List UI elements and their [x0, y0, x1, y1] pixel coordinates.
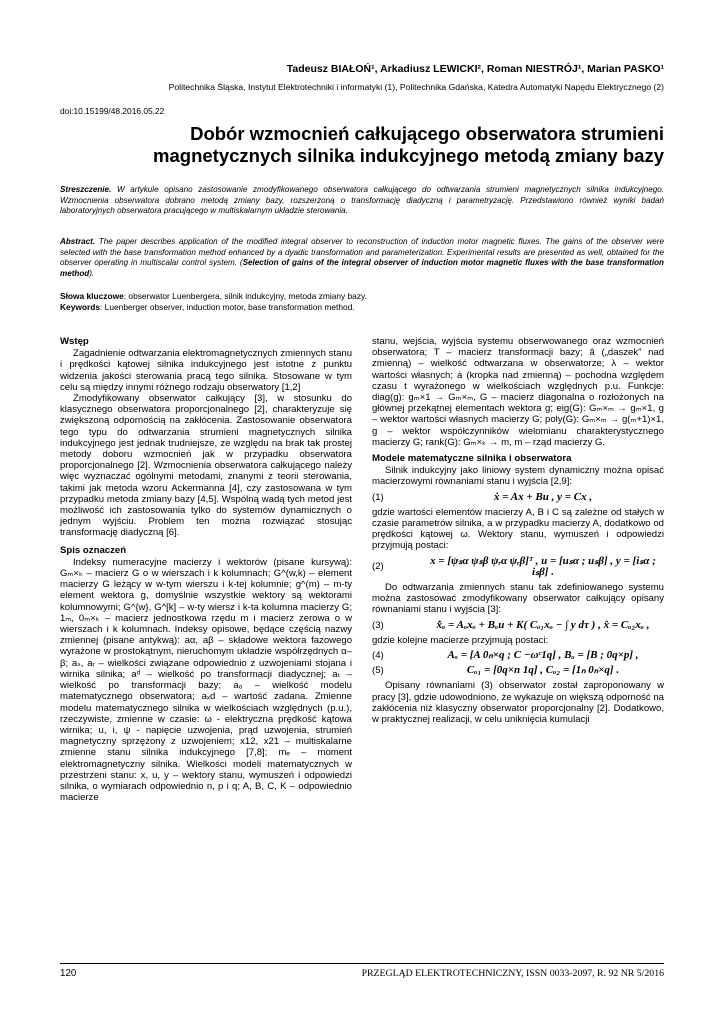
equation-body: x = [ψₛα ψₛβ ψᵣα ψᵣβ]ᵀ , u = [uₛα ; uₛβ] , y = [iₛα ; iₛβ] .: [430, 554, 656, 578]
equation-body: Aₒ = [A 0ₙ×q ; C −ωᶜ1q] , Bₒ = [B ; 0q×p] ,: [447, 649, 639, 662]
affiliations: Politechnika Śląska, Instytut Elektrotechniki i informatyki (1), Politechnika Gdańska, Katedra Automatyki Napędu Elektrycznego (2): [168, 82, 664, 92]
title-line-1: Dobór wzmocnień całkującego obserwatora strumieni: [190, 123, 664, 144]
section-heading-models: Modele matematyczne silnika i obserwatora: [372, 453, 572, 465]
abstract-english-title: Selection of gains of the integral observer of induction motor magnetic fluxes with the base transformation method: [60, 258, 664, 278]
abstract-english: [60, 237, 664, 279]
equation-number: (4): [372, 650, 384, 662]
equation-number: (1): [372, 491, 384, 503]
keywords-english-text: : Luenberger observer, induction motor, base transformation method.: [100, 302, 355, 312]
abstract-english-label: Abstract.: [60, 237, 96, 246]
title-line-2: magnetycznych silnika indukcyjnego metodą zmiany bazy: [153, 145, 664, 166]
left-column: [60, 336, 352, 803]
paragraph: Zagadnienie odtwarzania elektromagnetycznych zmiennych stanu i prędkości kątowej silnika indukcyjnego jest istotne z punktu widzenia jakości sterowania pracą tego silnika. Stosowane w tym celu są między innymi różnego rodzaju obserwatory [1,2]: [60, 348, 352, 393]
equation-body: ẋ = Ax + Bu , y = Cx ,: [493, 490, 593, 503]
paragraph: Do odtwarzania zmiennych stanu tak zdefiniowanego systemu można zastosować zmodyfikowany obserwator całkujący opisany równaniami stanu i wyjścia [3]:: [372, 582, 664, 616]
paragraph: Zmodyfikowany obserwator całkujący [3], w stosunku do klasycznego obserwatora proporcjonalnego [2], charakteryzuje się zwiększoną odpornością na zakłócenia. Zastosowanie obserwatora tego typu do odtwarzania strumieni magnetycznych silnika indukcyjnego jest jednak trudniejsze, ze względu na brak tak prostej metody doboru wzmocnień jak w przypadku obserwatora proporcjonalnego [2]. Wzmocnienia obserwatora całkującego należy więc wyznaczać ogólnymi metodami, znanymi z teorii sterowania, takimi jak metoda wzoru Ackermanna [4], czy zastosowana w tym przypadku metoda zmiany bazy [4,5]. Wspólną wadą tych metod jest możliwość ich zastosowania tylko do systemów dynamicznych o jednym wyjściu. Problem ten można rozwiązać stosując transformację diadyczną [6].: [60, 393, 352, 539]
abstract-english-end: ).: [89, 268, 95, 278]
paragraph: gdzie wartości elementów macierzy A, B i C są zależne od stałych w czasie parametrów silnika, a w przypadku macierzy A, dodatkowo od prędkości kątowej ω. Wektory stanu, wymuszeń i odpowiedzi przyjmują postaci:: [372, 506, 664, 552]
paragraph: Opisany równaniami (3) obserwator został zaproponowany w pracy [3], gdzie udowodniono, że wykazuje on większą odporność na zakłócenia niż klasyczny obserwator proporcjonalny [2]. Dodatkowo, w praktycznej realizacji, w celu uniknięcia kumulacji: [372, 680, 664, 726]
equation-1: [372, 492, 664, 503]
equation-number: (3): [372, 619, 384, 631]
right-column: [372, 336, 664, 725]
equation-3: [372, 620, 664, 631]
authors: Tadeusz BIAŁOŃ¹, Arkadiusz LEWICKI², Roman NIESTRÓJ¹, Marian PASKO¹: [286, 63, 664, 75]
equation-4: [372, 650, 664, 661]
doi: doi:10.15199/48.2016.05.22: [60, 106, 165, 116]
keywords-polish: [60, 291, 664, 302]
page-number: 120: [60, 968, 77, 979]
paragraph: Indeksy numeracyjne macierzy i wektorów (pisane kursywą): Gₘ×ₖ – macierz G o w wierszach i k kolumnach; G^(w,k) – element macierzy G leżący w w-tym wierszu i k-tej kolumnie; g^(m) – m-ty element wektora g, domyślnie wszystkie wektory są wektorami kolumnowymi; G^{w}, G^[k] – w-ty wiersz i k-ta kolumna macierzy G; 1ₘ, 0ₘ×ₖ – macierz jednostkowa rzędu m i macierz zerowa o w wierszach i k kolumnach. Indeksy opisowe, będące częścią nazwy zmiennej (pisane antykwą): aα, aβ – składowe wektora fazowego wyrażone w prostokątnym, nieruchomym układzie współrzędnych α–β; aₛ, aᵣ – wielkości związane odpowiednio z uzwojeniami stojana i wirnika silnika; aᵈ – wielkość po transformacji diadycznej; aₜ – wielkość po transformacji bazy; aₒ – wielkość modelu matematycznego obserwatora; aₓd – wartość zadana. Zmienne modelu matematycznego silnika w wielkościach względnych (p.u.), rzeczywiste, zmienne w czasie: ω - elektryczna prędkość kątowa wirnika; u, i, ψ - napięcie uzwojenia, prąd uzwojenia, strumień magnetyczny sprzężony z uzwojeniem; x12, x21 – multiskalarne zmienne stanu silnika indukcyjnego [7,8]; mₑ – moment elektromagnetyczny silnika. Wielkości modeli matematycznych w przestrzeni stanu: x, u, y – wektory stanu, wymuszeń i odpowiedzi silnika, o wymiarach odpowiednio n, p i q; A, B, C, K – odpowiednio macierze: [60, 556, 352, 804]
equation-number: (5): [372, 665, 384, 677]
keywords-english: [60, 302, 664, 313]
paper-title: [60, 123, 664, 167]
journal-footer: PRZEGLĄD ELEKTROTECHNICZNY, ISSN 0033-2097, R. 92 NR 5/2016: [361, 968, 664, 979]
abstract-polish-label: Streszczenie.: [60, 185, 112, 194]
equation-number: (2): [372, 561, 384, 573]
keywords-polish-text: : obserwator Luenbergera, silnik indukcyjny, metoda zmiany bazy.: [123, 291, 367, 301]
section-heading-introduction: Wstęp: [60, 336, 89, 347]
equation-2: [372, 556, 664, 578]
abstract-english-text: The paper describes application of the modified integral observer to reconstruction of induction motor magnetic fluxes. The gains of the observer were selected with the base transformation method enhanced by a dyadic transformation and parameterization. Experimental results are presented as well, obtained for the observer operating in multiscalar control system. (: [60, 237, 665, 268]
equation-body: x̂̇ₒ = Aₒxₒ + Bₒu + K( Cₒ₁xₒ − ∫ y dτ ) , x̂ = Cₒ₂xₒ ,: [436, 618, 650, 631]
equation-body: Cₒ₁ = [0q×n 1q] , Cₒ₂ = [1ₙ 0ₙ×q] .: [466, 664, 620, 677]
equation-5: [372, 665, 664, 676]
abstract-polish-text: W artykule opisano zastosowanie zmodyfikowanego obserwatora całkującego do odtwarzania strumieni magnetycznych silnika indukcyjnego. Wzmocnienia obserwatora dobrano metodą zmiany bazy, rozszerzoną o transformację diadyczną i parametryzację. Przedstawiono również wyniki badań laboratoryjnych obserwatora pracującego w multiskalarnym układzie sterowania.: [60, 185, 665, 216]
keywords-english-label: Keywords: [60, 302, 101, 312]
paragraph: Silnik indukcyjny jako liniowy system dynamiczny można opisać macierzowymi równaniami stanu i wyjścia [2,9]:: [372, 465, 664, 488]
abstract-polish: [60, 185, 664, 217]
paragraph: stanu, wejścia, wyjścia systemu obserwowanego oraz wzmocnień obserwatora; T – macierz transformacji bazy; â („daszek” nad zmienną) – wielkość odtwarzana w obserwatorze; λ – wektor wartości własnych; ȧ (kropka nad zmienną) – pochodna względem czasu t wyrażonego w wielkościach względnych p.u. Funkcje: diag(g): gₘ×1 → Gₘ×ₘ, G – macierz diagonalna o rozłożonych na głównej przekątnej elementach wektora g; eig(G): Gₘ×ₘ → gₘ×1, g – wektor wartości własnych macierzy G; poly(G): Gₘ×ₘ → g(ₘ+1)×1, g – wektor współczynników wielomianu charakterystycznego macierzy G; rank(G): Gₘ×ₖ → m, m – rząd macierzy G.: [372, 336, 664, 448]
footer-divider: [60, 963, 664, 964]
keywords-polish-label: Słowa kluczowe: [60, 291, 124, 301]
paragraph: gdzie kolejne macierze przyjmują postaci:: [372, 634, 549, 646]
section-heading-notation: Spis oznaczeń: [60, 544, 127, 556]
